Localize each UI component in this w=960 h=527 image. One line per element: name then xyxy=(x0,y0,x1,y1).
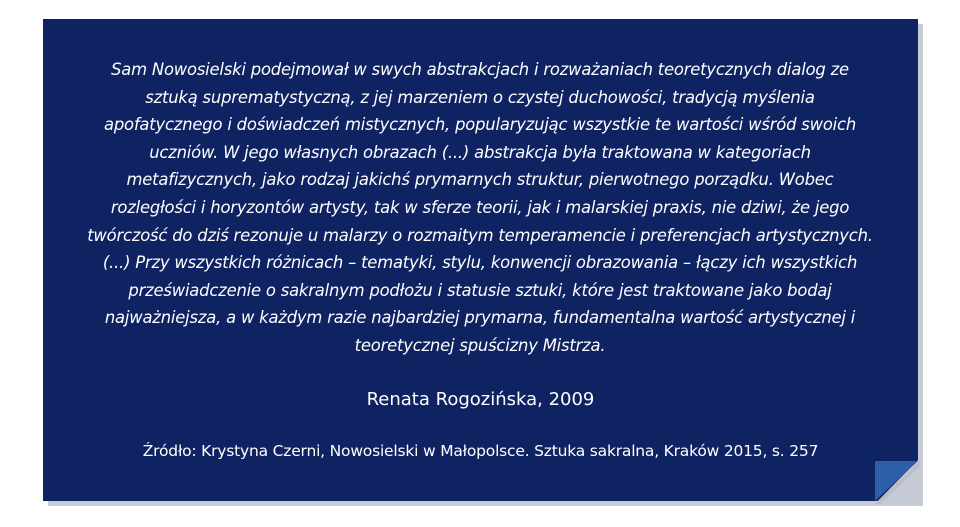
quote-source: Źródło: Krystyna Czerni, Nowosielski w Małopolsce. Sztuka sakralna, Kraków 2015, s. 257 xyxy=(142,442,819,460)
quote-author: Renata Rogozińska, 2009 xyxy=(366,389,595,410)
quote-text: Sam Nowosielski podejmował w swych abstrakcjach i rozważaniach teoretycznych dialog ze sztuką suprematystyczną, z jej marzeniem o czystej duchowości, tradycją myślenia apofatycznego i doświadczeń mistycznych, popularyzując wszystkie te wartości wśród swoich uczniów. W jego własnych obrazach (...) abstrakcja była traktowana w kategoriach metafizycznych, jako rodzaj jakichś prymarnych struktur, pierwotnego porządku. Wobec rozległości i horyzontów artysty, tak w sferze teorii, jak i malarskiej praxis, nie dziwi, że jego twórczość do dziś rezonuje u malarzy o rozmaitym temperamencie i preferencjach artystycznych. (...) Przy wszystkich różnicach – tematyki, stylu, konwencji obrazowania – łączy ich wszystkich przeświadczenie o sakralnym podłożu i statusie sztuki, które jest traktowane jako bodaj najważniejsza, a w każdym razie najbardziej prymarna, fundamentalna wartość artystycznej i teoretycznej spuścizny Mistrza. xyxy=(87,60,873,355)
